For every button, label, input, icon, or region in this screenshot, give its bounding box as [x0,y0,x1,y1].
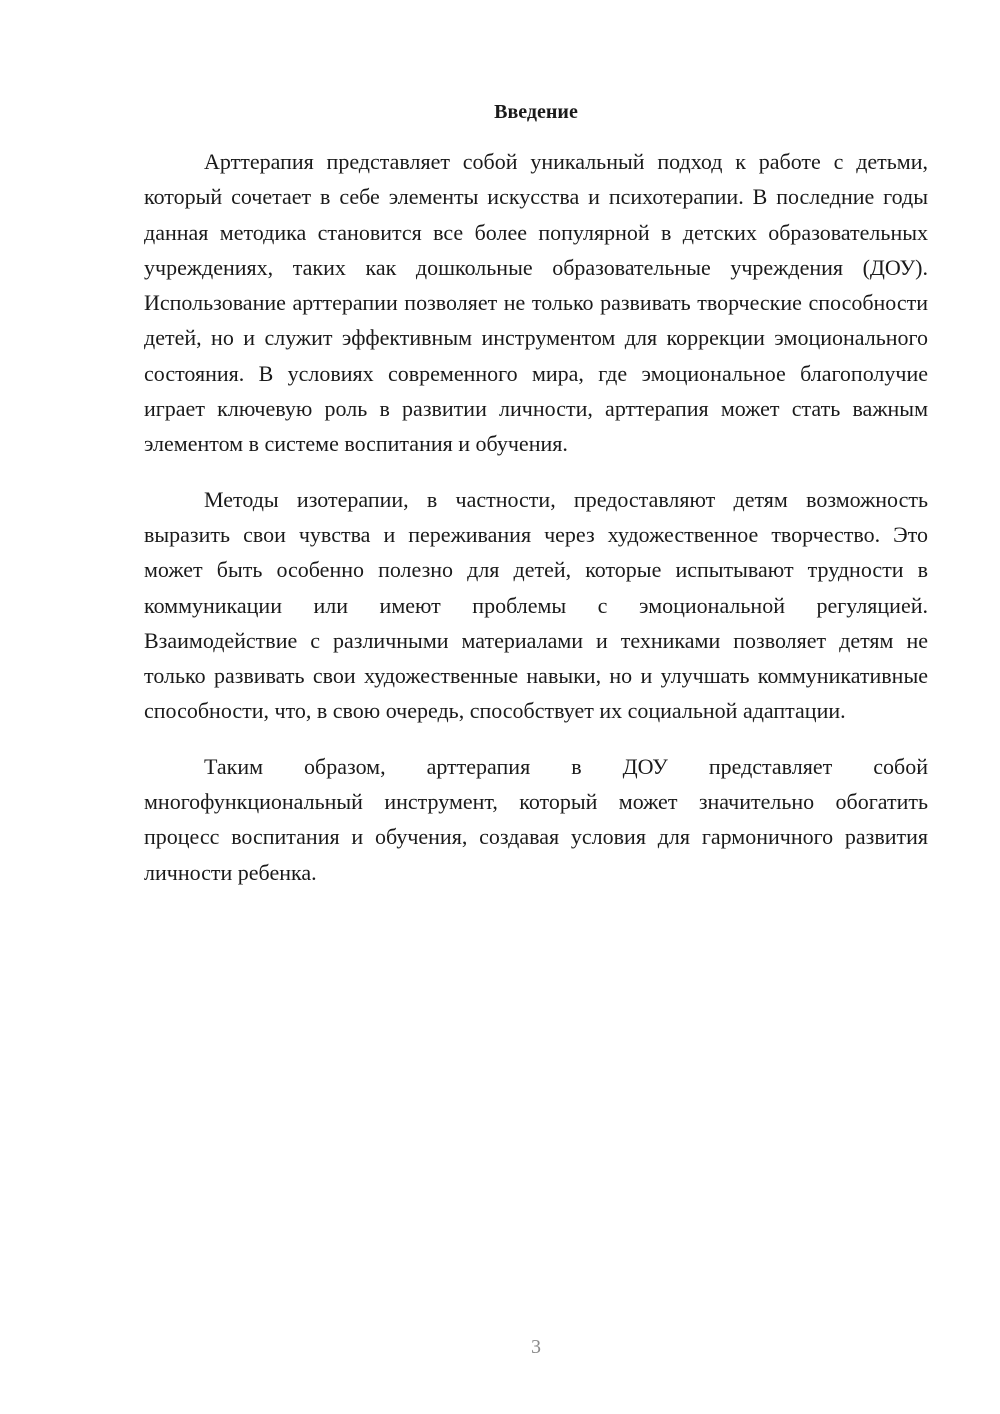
paragraph: Таким образом, арттерапия в ДОУ представляет собой многофункциональный инструмент, который может значительно обогатить процесс воспитания и обучения, создавая условия для гармоничного развития личности ребенка. [144,753,928,885]
page-title: Введение [494,101,578,123]
paragraph: Арттерапия представляет собой уникальный подход к работе с детьми, который сочетает в себе элементы искусства и психотерапии. В последние годы данная методика становится все более популярной в детских образовательных учреждениях, таких как дошкольные образовательные учреждения (ДОУ). Использование арттерапии позволяет не только развивать творческие способности детей, но и служит эффективным инструментом для коррекции эмоционального состояния. В условиях современного мира, где эмоциональное благополучие играет ключевую роль в развитии личности, арттерапия может стать важным элементом в системе воспитания и обучения. [144,149,928,457]
page-number: 3 [531,1336,541,1358]
body-text [144,144,928,910]
paragraph: Методы изотерапии, в частности, предоставляют детям возможность выразить свои чувства и переживания через художественное творчество. Это может быть особенно полезно для детей, которые испытывают трудности в коммуникации или имеют проблемы с эмоциональной регуляцией. Взаимодействие с различными материалами и техниками позволяет детям не только развивать свои художественные навыки, но и улучшать коммуникативные способности, что, в свою очередь, способствует их социальной адаптации. [144,486,928,724]
